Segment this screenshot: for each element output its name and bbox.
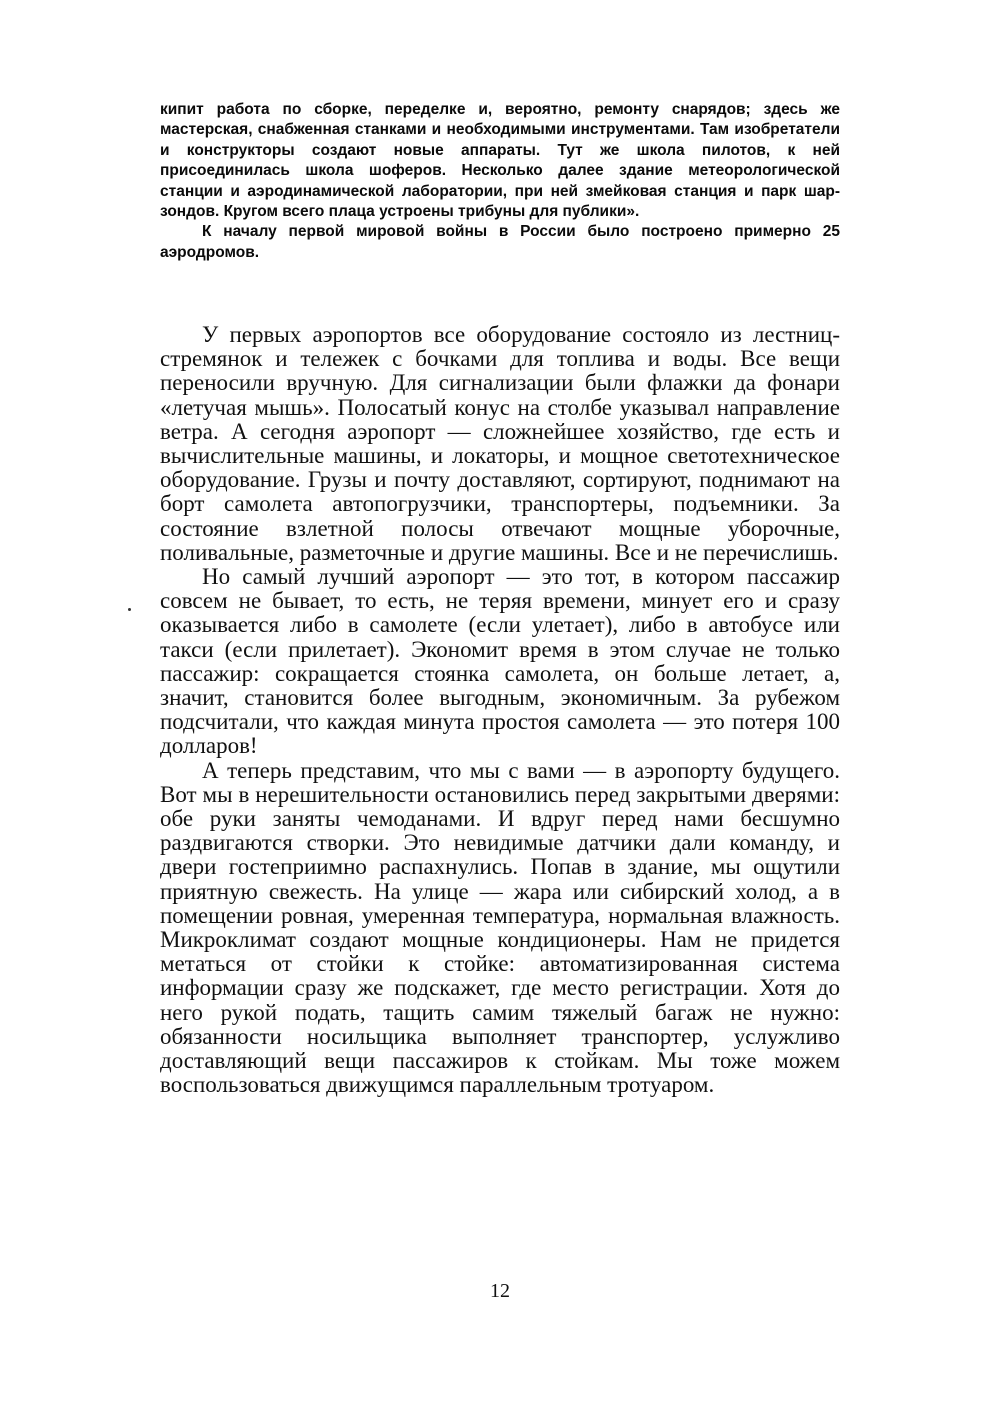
- body-paragraph-best-airport: Но самый лучший аэропорт — это тот, в котором пассажир совсем не бывает, то есть, не теряя времени, минует его и сразу оказывается либо в самолете (если улетает), либо в автобусе или такси (если прилетает). Экономит время в этом случае не только пассажир: сокращается стоянка самолета, он больше летает, а, значит, становится более выгодным, экономичным. За рубежом подсчитали, что каждая минута простоя самолета — это потеря 100 долларов!: [160, 564, 840, 759]
- body-paragraph-first-airports: У первых аэропортов все оборудование состояло из лестниц-стремянок и тележек с бочками для топлива и воды. Все вещи переносили вручную. Для сигнализации были флажки да фонари «летучая мышь». Полосатый конус на столбе указывал направление ветра. А сегодня аэропорт — сложнейшее хозяйство, где есть и вычислительные машины, и локаторы, и мощное светотехническое оборудование. Грузы и почту доставляют, сортируют, поднимают на борт самолета автопогрузчики, транспортеры, подъемники. За состояние взлетной полосы отвечают мощные уборочные, поливальные, разметочные и другие машины. Все и не перечислишь.: [160, 322, 840, 565]
- body-paragraph-airport-of-future: А теперь представим, что мы с вами — в аэропорту будущего. Вот мы в нерешительности остановились перед закрытыми дверями: обе руки заняты чемоданами. И вдруг перед нами бесшумно раздвигаются створки. Это невидимые датчики дали команду, и двери гостеприимно распахнулись. Попав в здание, мы ощутили приятную свежесть. На улице — жара или сибирский холод, а в помещении ровная, умеренная температура, нормальная влажность. Микроклимат создают мощные кондиционеры. Нам не придется метаться от стойки к стойке: автоматизированная система информации сразу же подскажет, где место регистрации. Хотя до него рукой подать, тащить самим тяжелый багаж не нужно: обязанности носильщика выполняет транспортер, услужливо доставляющий вещи пассажиров к стойкам. Мы тоже можем воспользоваться движущимся параллельным тротуаром.: [160, 757, 840, 1098]
- bold-paragraph-quote-end: кипит работа по сборке, переделке и, вероятно, ремонту снарядов; здесь же мастерская, снабженная станками и необходимыми инструментами. Там изобретатели и конструкторы создают новые аппараты. Тут же школа пилотов, к ней присоединилась школа шоферов. Несколько далее здание метеорологической станции и аэродинамической лаборатории, при ней змейковая станция и парк шар-зондов. Кругом всего плаца устроены трибуны для публики».: [160, 101, 840, 221]
- main-body-text: [160, 323, 840, 1098]
- margin-dot-mark: [128, 608, 131, 611]
- bold-paragraph-aerodromes-count: К началу первой мировой войны в России было построено примерно 25 аэродромов.: [160, 223, 840, 261]
- quoted-bold-text-block: [160, 100, 840, 263]
- page-number: 12: [490, 1280, 510, 1302]
